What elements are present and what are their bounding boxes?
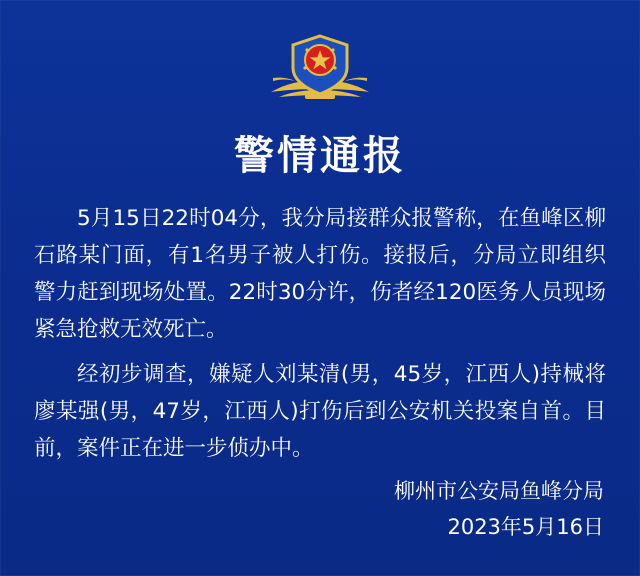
notice-paragraph-1: 5月15日22时04分，我分局接群众报警称，在鱼峰区柳石路某门面，有1名男子被人打伤。接报后，分局立即组织警力赶到现场处置。22时30分许，伤者经120医务人员现场紧急抢救无效死亡。 [34, 206, 606, 342]
issuing-organization: 柳州市公安局鱼峰分局 [394, 479, 604, 503]
notice-paragraph-2: 经初步调查，嫌疑人刘某清(男，45岁，江西人)持械将廖某强(男，47岁，江西人)打伤后到公安机关投案自首。目前，案件正在进一步侦办中。 [34, 362, 606, 461]
issue-date: 2023年5月16日 [447, 515, 604, 539]
police-emblem [261, 28, 379, 108]
notice-body [34, 200, 606, 475]
signature-block [394, 474, 604, 542]
emblem-container [0, 26, 640, 110]
page-title: 警情通报 [234, 133, 406, 179]
